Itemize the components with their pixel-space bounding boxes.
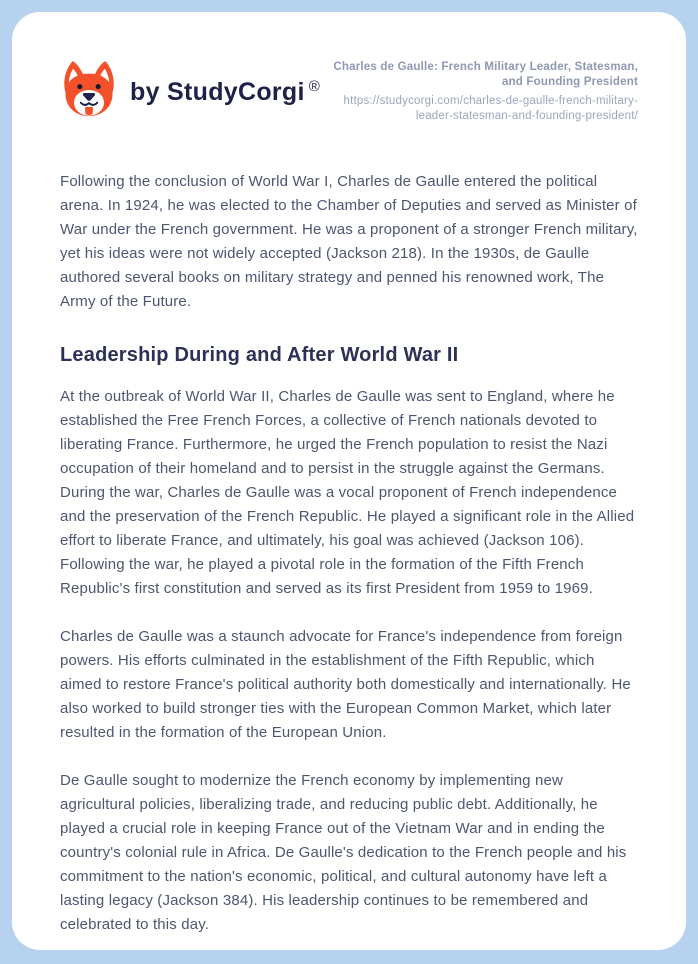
document-header bbox=[60, 60, 638, 124]
registered-trademark-icon: ® bbox=[308, 77, 321, 95]
document-card bbox=[12, 12, 686, 950]
corgi-icon bbox=[60, 60, 118, 124]
document-title: Charles de Gaulle: French Military Leader, Statesman, and Founding President bbox=[333, 61, 638, 88]
intro-paragraph: Following the conclusion of World War I, Charles de Gaulle entered the political arena. In 1924, he was elected to the Chamber of Deputies and served as Minister of War under the French government. He was a proponent of a stronger French military, yet his ideas were not widely accepted (Jackson 218). In the 1930s, de Gaulle authored several books on military strategy and penned his renowned work, The Army of the Future. bbox=[60, 173, 638, 310]
studycorgi-logo bbox=[60, 60, 320, 124]
article-body bbox=[60, 170, 638, 937]
document-meta bbox=[320, 60, 638, 124]
section-heading: Leadership During and After World War II bbox=[60, 344, 459, 366]
source-url-link[interactable]: https://studycorgi.com/charles-de-gaulle-french-military-leader-statesman-and-founding-president/ bbox=[343, 95, 638, 122]
section-paragraph: At the outbreak of World War II, Charles de Gaulle was sent to England, where he established the Free French Forces, a collective of French nationals devoted to liberating France. Furthermore, he urged the French population to resist the Nazi occupation of their homeland and to persist in the struggle against the Germans. During the war, Charles de Gaulle was a vocal proponent of French independence and the preservation of the French Republic. He played a significant role in the Allied effort to liberate France, and ultimately, his goal was achieved (Jackson 106). Following the war, he played a pivotal role in the formation of the Fifth French Republic's first constitution and served as its first President from 1959 to 1969. bbox=[60, 388, 635, 597]
brand-name: by StudyCorgi ® bbox=[130, 77, 321, 106]
section-paragraph: De Gaulle sought to modernize the French economy by implementing new agricultural policies, liberalizing trade, and reducing public debt. Additionally, he played a crucial role in keeping France out of the Vietnam War and in ending the country's colonial rule in Africa. De Gaulle's dedication to the French people and his commitment to the nation's economic, political, and cultural autonomy have left a lasting legacy (Jackson 384). His leadership continues to be remembered and celebrated to this day. bbox=[60, 772, 627, 933]
section-paragraph: Charles de Gaulle was a staunch advocate for France's independence from foreign powers. His efforts culminated in the establishment of the Fifth Republic, which aimed to restore France's political authority both domestically and internationally. He also worked to build stronger ties with the European Common Market, which later resulted in the formation of the European Union. bbox=[60, 628, 631, 741]
